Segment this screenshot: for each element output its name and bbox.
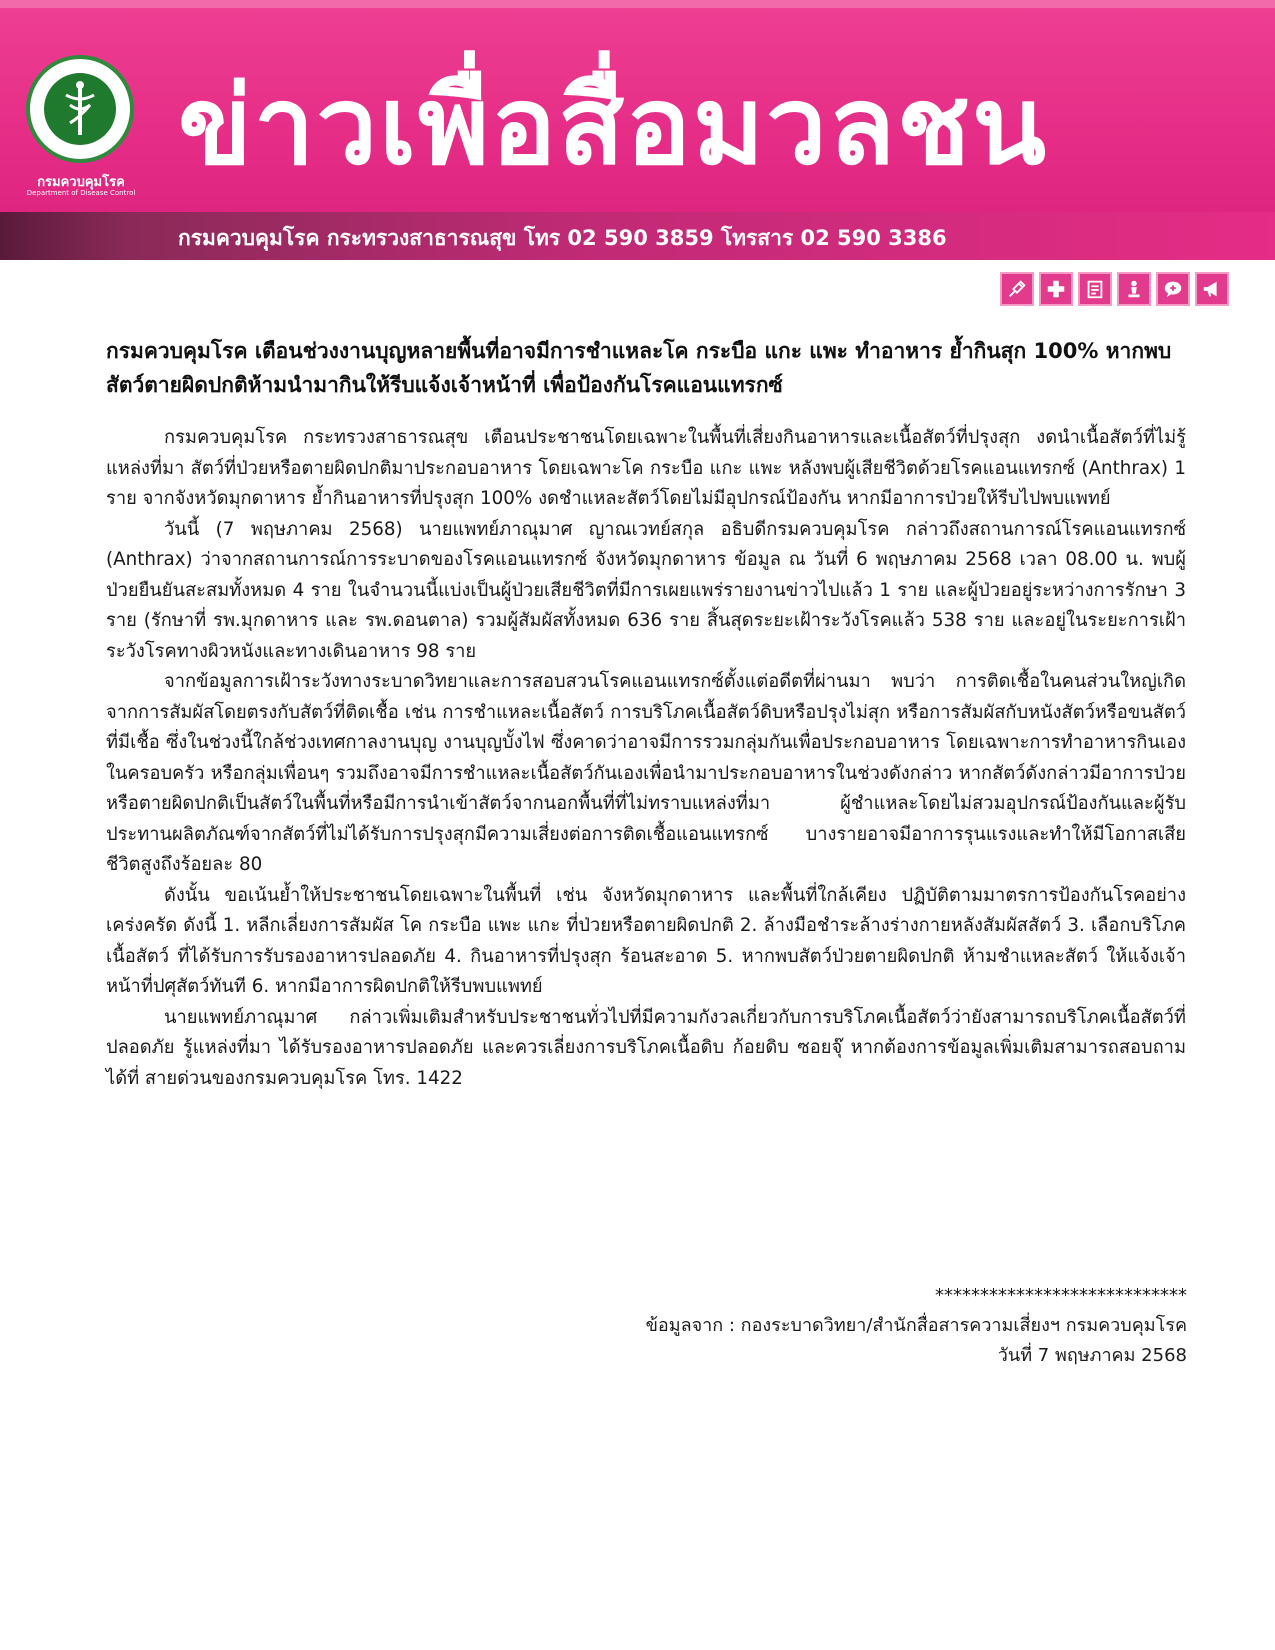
megaphone-icon xyxy=(1195,272,1229,306)
separator-stars: **************************** xyxy=(935,1285,1187,1306)
clipboard-icon xyxy=(1078,272,1112,306)
article-body xyxy=(106,423,1186,1094)
logo-label: กรมควบคุมโรค xyxy=(37,175,125,190)
banner-title: ข่าวเพื่อสื่อมวลชน xyxy=(178,64,1049,189)
icon-row xyxy=(1000,272,1229,306)
contact-text: กรมควบคุมโรค กระทรวงสาธารณสุข โทร 02 590 3859 โทรสาร 02 590 3386 xyxy=(178,226,947,250)
header-banner xyxy=(0,0,1275,260)
ddc-logo xyxy=(22,55,140,203)
source-line: ข้อมูลจาก : กองระบาดวิทยา/สำนักสื่อสารความเสี่ยงฯ กรมควบคุมโรค xyxy=(645,1315,1187,1336)
chat-bubble-icon xyxy=(1156,272,1190,306)
syringe-icon xyxy=(1000,272,1034,306)
paragraph: นายแพทย์ภาณุมาศ กล่าวเพิ่มเติมสำหรับประชาชนทั่วไปที่มีความกังวลเกี่ยวกับการบริโภคเนื้อสัตว์ว่ายังสามารถบริโภคเนื้อสัตว์ที่ปลอดภัย รู้แหล่งที่มา ได้รับรองอาหารปลอดภัย และควรเลี่ยงการบริโภคเนื้อดิบ ก้อยดิบ ซอยจุ๊ หากต้องการข้อมูลเพิ่มเติมสามารถสอบถามได้ที่ สายด่วนของกรมควบคุมโรค โทร. 1422 xyxy=(106,1006,1186,1089)
paragraph: วันนี้ (7 พฤษภาคม 2568) นายแพทย์ภาณุมาศ ญาณเวทย์สกุล อธิบดีกรมควบคุมโรค กล่าวถึงสถานการณ์โรคแอนแทรกซ์ (Anthrax) ว่าจากสถานการณ์การระบาดของโรคแอนแทรกซ์ จังหวัดมุกดาหาร ข้อมูล ณ วันที่ 6 พฤษภาคม 2568 เวลา 08.00 น. พบผู้ป่วยยืนยันสะสมทั้งหมด 4 ราย ในจำนวนนี้แบ่งเป็นผู้ป่วยเสียชีวิตที่มีการเผยแพร่รายงานข่าวไปแล้ว 1 ราย และผู้ป่วยอยู่ระหว่างการรักษา 3 ราย (รักษาที่ รพ.มุกดาหาร และ รพ.ดอนตาล) รวมผู้สัมผัสทั้งหมด 636 ราย สิ้นสุดระยะเฝ้าระวังโรคแล้ว 538 ราย และอยู่ในระยะการเฝ้าระวังโรคทางผิวหนังและทางเดินอาหาร 98 ราย xyxy=(106,518,1186,662)
footer xyxy=(646,1281,1187,1371)
chess-pawn-icon xyxy=(1117,272,1151,306)
logo-seal-icon xyxy=(26,55,134,163)
paragraph: จากข้อมูลการเฝ้าระวังทางระบาดวิทยาและการสอบสวนโรคแอนแทรกซ์ตั้งแต่อดีตที่ผ่านมา พบว่า การติดเชื้อในคนส่วนใหญ่เกิดจากการสัมผัสโดยตรงกับสัตว์ที่ติดเชื้อ เช่น การชำแหละเนื้อสัตว์ การบริโภคเนื้อสัตว์ดิบหรือปรุงไม่สุก หรือการสัมผัสกับหนังสัตว์หรือขนสัตว์ที่มีเชื้อ ซึ่งในช่วงนี้ใกล้ช่วงเทศกาลงานบุญ งานบุญบั้งไฟ ซึ่งคาดว่าอาจมีการรวมกลุ่มกันเพื่อประกอบอาหาร โดยเฉพาะการทำอาหารกินเองในครอบครัว หรือกลุ่มเพื่อนๆ รวมถึงอาจมีการชำแหละเนื้อสัตว์กันเองเพื่อนำมาประกอบอาหารในช่วงดังกล่าว หากสัตว์ดังกล่าวมีอาการป่วยหรือตายผิดปกติเป็นสัตว์ในพื้นที่หรือมีการนำเข้าสัตว์จากนอกพื้นที่ที่ไม่ทราบแหล่งที่มา ผู้ชำแหละโดยไม่สวมอุปกรณ์ป้องกันและผู้รับประทานผลิตภัณฑ์จากสัตว์ที่ไม่ได้รับการปรุงสุกมีความเสี่ยงต่อการติดเชื้อแอนแทรกซ์ บางรายอาจมีอาการรุนแรงและทำให้มีโอกาสเสียชีวิตสูงถึงร้อยละ 80 xyxy=(106,671,1186,875)
medical-cross-icon xyxy=(1039,272,1073,306)
paragraph: กรมควบคุมโรค กระทรวงสาธารณสุข เตือนประชาชนโดยเฉพาะในพื้นที่เสี่ยงกินอาหารและเนื้อสัตว์ที่ปรุงสุก งดนำเนื้อสัตว์ที่ไม่รู้แหล่งที่มา สัตว์ที่ป่วยหรือตายผิดปกติมาประกอบอาหาร โดยเฉพาะโค กระบือ แกะ แพะ หลังพบผู้เสียชีวิตด้วยโรคแอนแทรกซ์ (Anthrax) 1 ราย จากจังหวัดมุกดาหาร ย้ำกินอาหารที่ปรุงสุก 100% งดชำแหละสัตว์โดยไม่มีอุปกรณ์ป้องกัน หากมีอาการป่วยให้รีบไปพบแพทย์ xyxy=(106,427,1186,509)
contact-bar xyxy=(0,212,1275,260)
date-line: วันที่ 7 พฤษภาคม 2568 xyxy=(997,1345,1187,1366)
headline: กรมควบคุมโรค เตือนช่วงงานบุญหลายพื้นที่อาจมีการชำแหละโค กระบือ แกะ แพะ ทำอาหาร ย้ำกินสุก 100% หากพบสัตว์ตายผิดปกติห้ามนำมากินให้รีบแจ้งเจ้าหน้าที่ เพื่อป้องกันโรคแอนแทรกซ์ xyxy=(106,339,1172,397)
logo-sub: Department of Disease Control xyxy=(26,189,136,197)
paragraph: ดังนั้น ขอเน้นย้ำให้ประชาชนโดยเฉพาะในพื้นที่ เช่น จังหวัดมุกดาหาร และพื้นที่ใกล้เคียง ปฏิบัติตามมาตรการป้องกันโรคอย่างเคร่งครัด ดังนี้ 1. หลีกเลี่ยงการสัมผัส โค กระบือ แพะ แกะ ที่ป่วยหรือตายผิดปกติ 2. ล้างมือชำระล้างร่างกายหลังสัมผัสสัตว์ 3. เลือกบริโภคเนื้อสัตว์ ที่ได้รับการรับรองอาหารปลอดภัย 4. กินอาหารที่ปรุงสุก ร้อนสะอาด 5. หากพบสัตว์ป่วยตายผิดปกติ ห้ามชำแหละสัตว์ ให้แจ้งเจ้าหน้าที่ปศุสัตว์ทันที 6. หากมีอาการผิดปกติให้รีบพบแพทย์ xyxy=(106,884,1186,997)
